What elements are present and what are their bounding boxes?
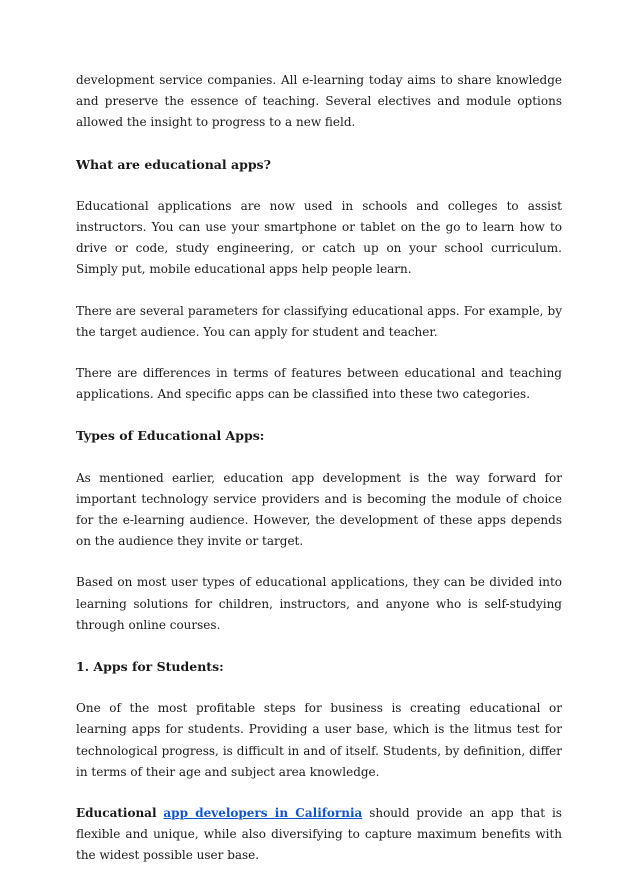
heading-what-are-educational-apps: What are educational apps?	[76, 156, 271, 172]
lead-word: Educational	[76, 806, 157, 821]
heading-types-of-educational-apps: Types of Educational Apps:	[76, 428, 265, 444]
document-page	[76, 70, 562, 887]
heading-apps-for-students: 1. Apps for Students:	[76, 659, 224, 675]
paragraph-app-developers-rest: should provide an app that is flexible and unique, while also diversifying to capture maximum benefits with the widest possible user base.	[76, 806, 562, 863]
app-developers-link[interactable]: app developers in California	[163, 806, 363, 821]
paragraph-profitable-steps: One of the most profitable steps for business is creating educational or learning apps for students. Providing a user base, which is the litmus test for technological progress, is difficult in and of itself. Students, by definition, differ in terms of their age and subject area knowledge.	[76, 701, 562, 779]
paragraph-classification-parameters: There are several parameters for classifying educational apps. For example, by the target audience. You can apply for student and teacher.	[76, 303, 562, 339]
paragraph-intro: development service companies. All e-learning today aims to share knowledge and preserve the essence of teaching. Several electives and module options allowed the insight to progress to a new field.	[76, 73, 562, 130]
paragraph-user-types: Based on most user types of educational applications, they can be divided into learning solutions for children, instructors, and anyone who is self-studying through online courses.	[76, 575, 562, 632]
paragraph-as-mentioned-earlier: As mentioned earlier, education app development is the way forward for important technology service providers and is becoming the module of choice for the e-learning audience. However, the development of these apps depends on the audience they invite or target.	[76, 470, 562, 549]
paragraph-feature-differences: There are differences in terms of features between educational and teaching applications. And specific apps can be classified into these two categories.	[76, 366, 562, 402]
paragraph-educational-applications: Educational applications are now used in schools and colleges to assist instructors. You can use your smartphone or tablet on the go to learn how to drive or code, study engineering, or catch up on your school curriculum. Simply put, mobile educational apps help people learn.	[76, 198, 562, 277]
paragraph-app-developers	[76, 803, 562, 867]
